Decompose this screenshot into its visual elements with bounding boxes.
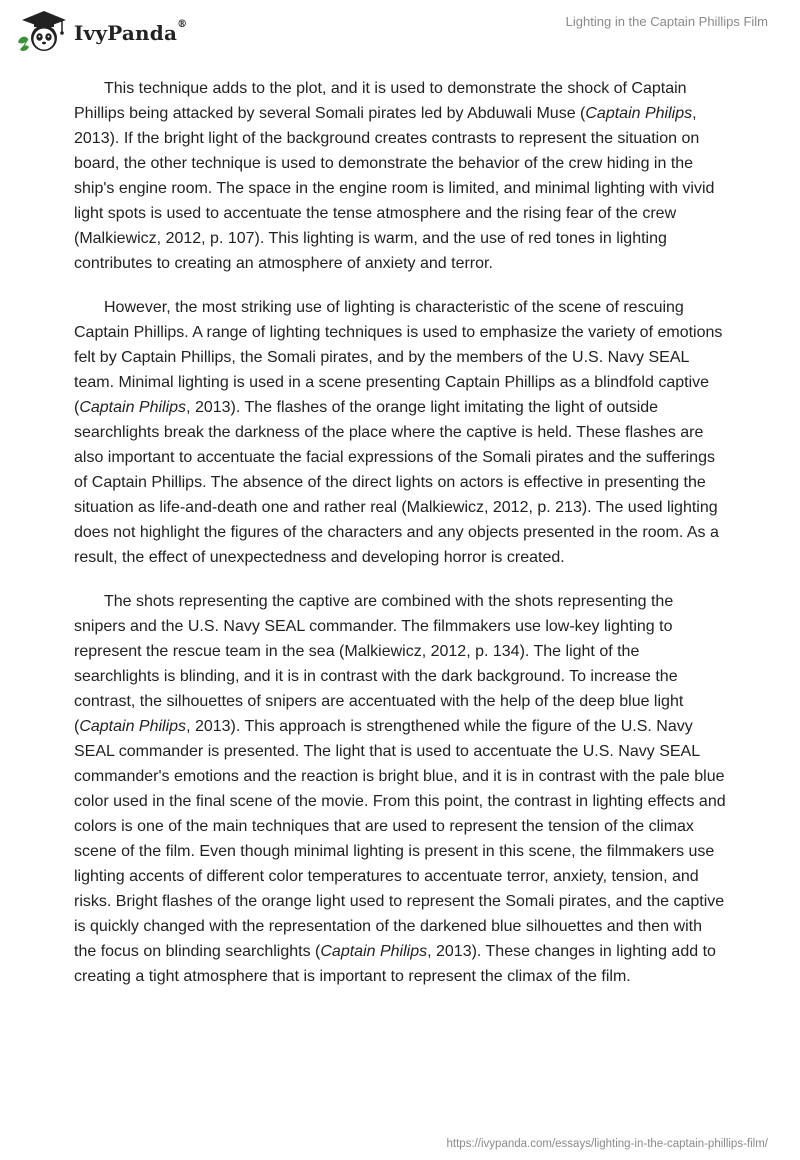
paragraph <box>74 76 726 276</box>
source-url[interactable]: https://ivypanda.com/essays/lighting-in-the-captain-phillips-film/ <box>446 1138 768 1150</box>
paragraph-text: However, the most striking use of lighting is characteristic of the scene of rescuing Captain Phillips. A range of lighting techniques is used to emphasize the variety of emotions felt by Captain Phillips, the Somali pirates, and by the members of the U.S. Navy SEAL team. Minimal lighting is used in a scene presenting Captain Phillips as a blindfold captive ( <box>74 299 723 416</box>
paragraph-text: The shots representing the captive are combined with the shots representing the snipers and the U.S. Navy SEAL commander. The filmmakers use low-key lighting to represent the rescue team in the sea (Malkiewicz, 2012, p. 134). The light of the searchlights is blinding, and it is in contrast with the dark background. To increase the contrast, the silhouettes of snipers are accentuated with the help of the deep blue light ( <box>74 593 684 735</box>
page-header <box>0 0 800 70</box>
film-title-citation: Captain Philips <box>79 718 187 735</box>
document-title: Lighting in the Captain Phillips Film <box>565 14 768 29</box>
essay-body <box>74 76 726 1008</box>
film-title-citation: Captain Philips <box>585 105 693 122</box>
paragraph <box>74 295 726 570</box>
paragraph-text: , 2013). This approach is strengthened while the figure of the U.S. Navy SEAL commander is presented. The light that is used to accentuate the U.S. Navy SEAL commander's emotions and the reaction is bright blue, and it is in contrast with the pale blue color used in the final scene of the movie. From this point, the contrast in lighting effects and colors is one of the main techniques that are used to represent the tension of the climax scene of the film. Even though minimal lighting is present in this scene, the filmmakers use lighting accents of different color temperatures to accentuate terror, anxiety, tension, and risks. Bright flashes of the orange light used to represent the Somali pirates, and the captive is quickly changed with the representation of the darkened blue silhouettes and then with the focus on blinding searchlights ( <box>74 718 726 960</box>
paragraph-text: , 2013). The flashes of the orange light imitating the light of outside searchlights break the darkness of the place where the captive is held. These flashes are also important to accentuate the facial expressions of the Somali pirates and the sufferings of Captain Phillips. The absence of the direct lights on actors is effective in presenting the situation as life-and-death one and rather real (Malkiewicz, 2012, p. 213). The used lighting does not highlight the figures of the characters and any objects presented in the room. As a result, the effect of unexpectedness and developing horror is created. <box>74 399 719 566</box>
ivypanda-logo[interactable] <box>14 8 187 54</box>
logo-wordmark: IvyPanda® <box>74 19 188 45</box>
panda-graduation-cap-icon <box>14 8 68 54</box>
paragraph-text: , 2013). These changes in lighting add to creating a tight atmosphere that is important to represent the climax of the film. <box>74 943 716 985</box>
paragraph-text: This technique adds to the plot, and it is used to demonstrate the shock of Captain Phillips being attacked by several Somali pirates led by Abduwali Muse ( <box>74 80 687 122</box>
film-title-citation: Captain Philips <box>79 399 187 416</box>
paragraph <box>74 589 726 989</box>
paragraph-text: , 2013). If the bright light of the background creates contrasts to represent the situation on board, the other technique is used to demonstrate the behavior of the crew hiding in the ship's engine room. The space in the engine room is limited, and minimal lighting with vivid light spots is used to accentuate the tense atmosphere and the rising fear of the crew (Malkiewicz, 2012, p. 107). This lighting is warm, and the use of red tones in lighting contributes to creating an atmosphere of anxiety and terror. <box>74 105 715 272</box>
film-title-citation: Captain Philips <box>320 943 428 960</box>
registered-mark: ® <box>177 19 188 30</box>
